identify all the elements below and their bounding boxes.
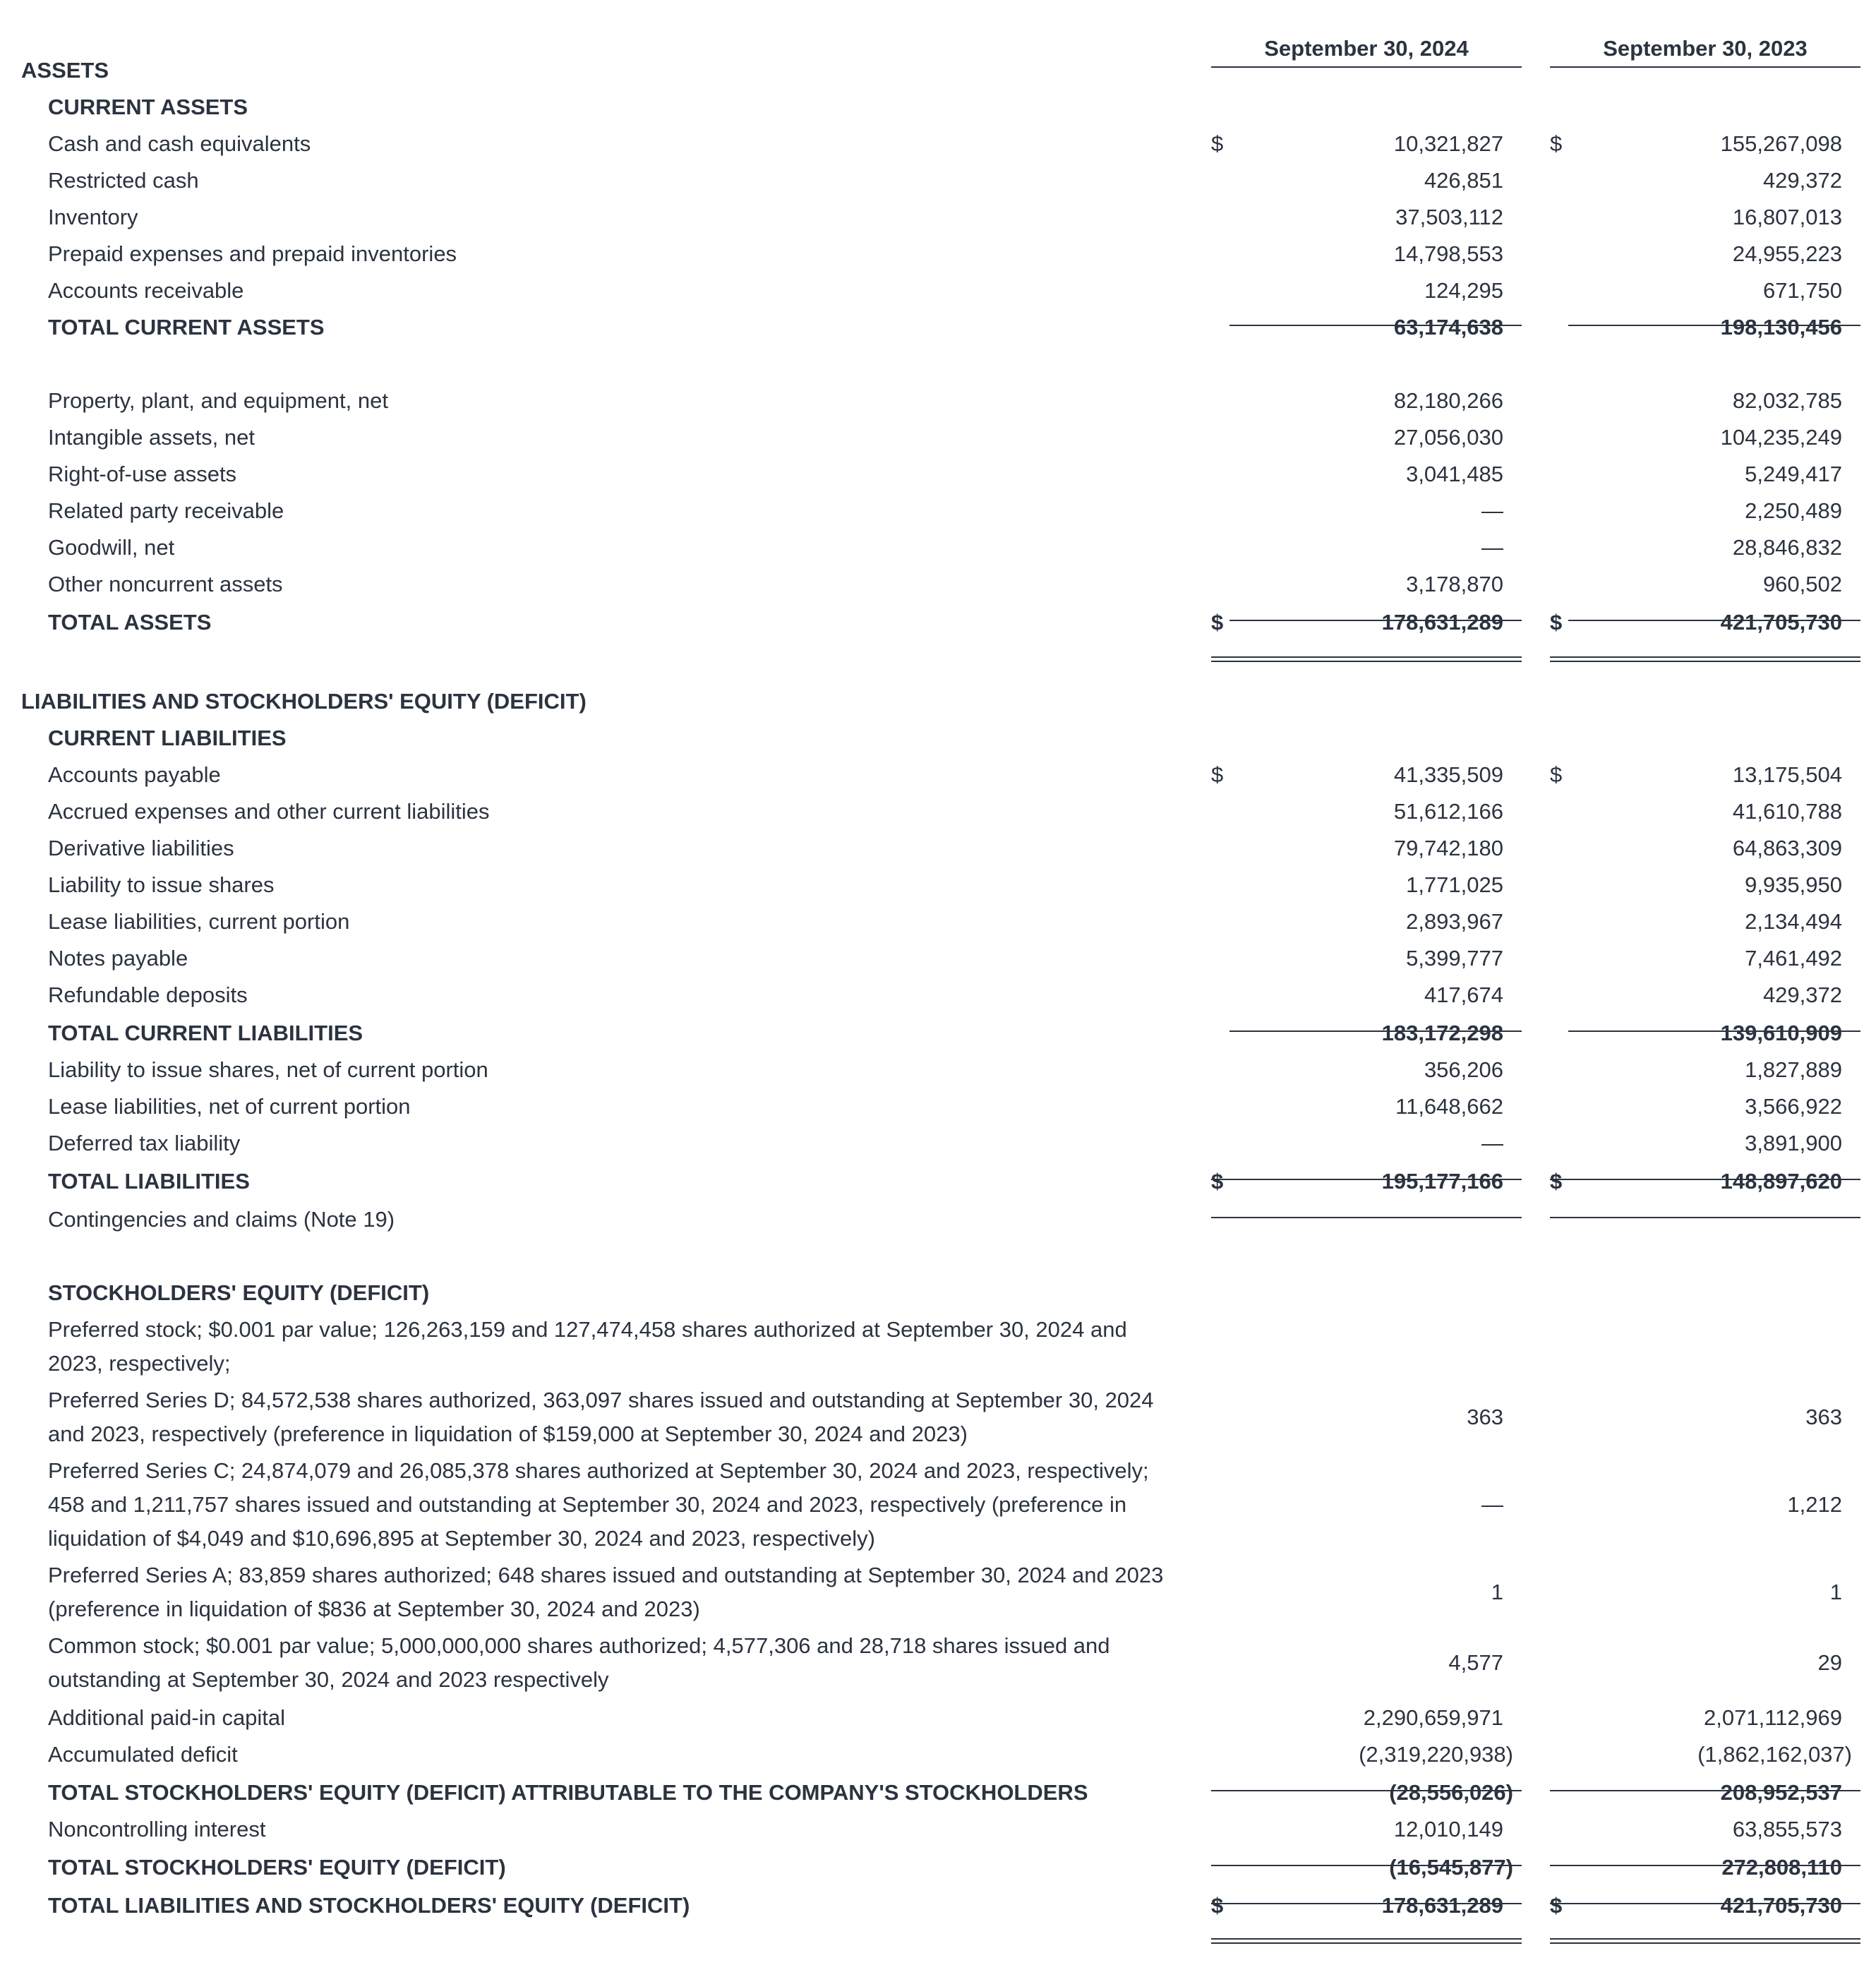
row-label: TOTAL CURRENT ASSETS xyxy=(48,315,325,339)
value-2024: (2,319,220,938) xyxy=(1359,1742,1513,1767)
row-label: TOTAL STOCKHOLDERS' EQUITY (DEFICIT) ATTRIBUTABLE TO THE COMPANY'S STOCKHOLDERS xyxy=(48,1780,1088,1805)
row-label: Accrued expenses and other current liabilities xyxy=(48,799,490,824)
value-2024: 1 xyxy=(1491,1580,1503,1604)
value-2023: 64,863,309 xyxy=(1732,836,1842,860)
row-label: Accounts payable xyxy=(48,762,221,787)
value-2024: — xyxy=(1481,535,1503,560)
value-2024: 82,180,266 xyxy=(1393,388,1503,413)
value-2023: 3,891,900 xyxy=(1745,1131,1842,1155)
row-label: Prepaid expenses and prepaid inventories xyxy=(48,241,457,266)
subtotal-rule xyxy=(1550,1179,1860,1180)
currency-symbol: $ xyxy=(1550,1169,1563,1194)
row-label: Lease liabilities, net of current portion xyxy=(48,1094,411,1119)
row-label: Liability to issue shares xyxy=(48,872,275,897)
row-label: Accounts receivable xyxy=(48,278,244,303)
value-2023: 198,130,456 xyxy=(1720,315,1842,339)
value-2024: 2,290,659,971 xyxy=(1363,1705,1503,1730)
value-2024: 178,631,289 xyxy=(1381,610,1503,635)
value-2023: 960,502 xyxy=(1762,572,1842,596)
subtotal-rule xyxy=(1568,620,1860,621)
value-2023: 13,175,504 xyxy=(1732,762,1842,787)
row-label: Refundable deposits xyxy=(48,982,248,1007)
row-label: Goodwill, net xyxy=(48,535,175,560)
value-2023: 9,935,950 xyxy=(1745,872,1842,897)
currency-symbol: $ xyxy=(1211,610,1224,635)
row-label: TOTAL ASSETS xyxy=(48,610,212,635)
value-2024: 3,041,485 xyxy=(1406,462,1503,486)
row-label: Liability to issue shares, net of current portion xyxy=(48,1057,488,1082)
value-2024: 178,631,289 xyxy=(1381,1893,1503,1918)
row-label: Preferred Series A; 83,859 shares authorized; 648 shares issued and outstanding at September 30, 2024 and 2023 (preference in liquidation of $836 at September 30, 2024 and 2023) xyxy=(48,1563,1164,1621)
subtotal-rule xyxy=(1229,325,1522,326)
row-label: Contingencies and claims (Note 19) xyxy=(48,1207,395,1232)
row-label: Inventory xyxy=(48,205,138,229)
value-2024: — xyxy=(1481,498,1503,523)
value-2023: 1 xyxy=(1829,1580,1842,1604)
currency-symbol: $ xyxy=(1211,1893,1224,1918)
subtotal-rule xyxy=(1568,325,1860,326)
currency-symbol: $ xyxy=(1550,610,1563,635)
value-2023: 429,372 xyxy=(1762,168,1842,193)
subtotal-rule xyxy=(1211,1865,1522,1866)
value-2023: 429,372 xyxy=(1762,982,1842,1007)
value-2024: 183,172,298 xyxy=(1381,1021,1503,1045)
value-2024: 63,174,638 xyxy=(1393,315,1503,339)
value-2024: 37,503,112 xyxy=(1395,205,1503,229)
row-label: Additional paid-in capital xyxy=(48,1705,286,1730)
row-label: Accumulated deficit xyxy=(48,1742,238,1767)
subtotal-rule xyxy=(1211,1790,1522,1791)
value-2023: 29 xyxy=(1817,1650,1842,1675)
value-2023: 421,705,730 xyxy=(1720,610,1842,635)
value-2023: 5,249,417 xyxy=(1745,462,1842,486)
row-label: Derivative liabilities xyxy=(48,836,234,860)
value-2024: 417,674 xyxy=(1424,982,1503,1007)
value-2023: 82,032,785 xyxy=(1732,388,1842,413)
row-label: TOTAL STOCKHOLDERS' EQUITY (DEFICIT) xyxy=(48,1855,506,1880)
subtotal-rule xyxy=(1211,1179,1522,1180)
row-label: LIABILITIES AND STOCKHOLDERS' EQUITY (DEFICIT) xyxy=(21,689,587,714)
column-header-2023: September 30, 2023 xyxy=(1550,31,1860,68)
value-2023: 3,566,922 xyxy=(1745,1094,1842,1119)
value-2023: 2,250,489 xyxy=(1745,498,1842,523)
row-label: Property, plant, and equipment, net xyxy=(48,388,388,413)
value-2023: 155,267,098 xyxy=(1720,131,1842,156)
row-label: Lease liabilities, current portion xyxy=(48,909,350,934)
value-2023: 63,855,573 xyxy=(1732,1817,1842,1841)
value-2023: 363 xyxy=(1805,1405,1842,1429)
currency-symbol: $ xyxy=(1550,762,1563,787)
double-rule xyxy=(1550,656,1860,662)
value-2023: 208,952,537 xyxy=(1720,1780,1842,1805)
value-2023: 2,134,494 xyxy=(1745,909,1842,934)
subtotal-rule xyxy=(1550,1217,1860,1218)
value-2023: 24,955,223 xyxy=(1732,241,1842,266)
row-label: CURRENT LIABILITIES xyxy=(48,726,287,750)
currency-symbol: $ xyxy=(1211,1169,1224,1194)
row-label: CURRENT ASSETS xyxy=(48,95,248,119)
row-label: Related party receivable xyxy=(48,498,284,523)
subtotal-rule xyxy=(1550,1790,1860,1791)
value-2024: (16,545,877) xyxy=(1389,1855,1513,1880)
value-2023: (1,862,162,037) xyxy=(1697,1742,1852,1767)
value-2024: 356,206 xyxy=(1424,1057,1503,1082)
value-2024: 124,295 xyxy=(1424,278,1503,303)
value-2023: 421,705,730 xyxy=(1720,1893,1842,1918)
subtotal-rule xyxy=(1211,1217,1522,1218)
row-label: Cash and cash equivalents xyxy=(48,131,311,156)
value-2024: 2,893,967 xyxy=(1406,909,1503,934)
value-2023: 7,461,492 xyxy=(1745,946,1842,971)
subtotal-rule xyxy=(1550,1903,1860,1904)
row-label: TOTAL LIABILITIES xyxy=(48,1169,250,1194)
row-label: Right-of-use assets xyxy=(48,462,237,486)
value-2024: 14,798,553 xyxy=(1393,241,1503,266)
value-2023: 272,808,110 xyxy=(1721,1855,1842,1880)
value-2024: 11,648,662 xyxy=(1395,1094,1503,1119)
double-rule xyxy=(1211,656,1522,662)
row-label: STOCKHOLDERS' EQUITY (DEFICIT) xyxy=(48,1280,430,1305)
row-label: Deferred tax liability xyxy=(48,1131,241,1155)
subtotal-rule xyxy=(1229,620,1522,621)
subtotal-rule xyxy=(1568,1030,1860,1032)
row-label: Other noncurrent assets xyxy=(48,572,283,596)
row-label: Intangible assets, net xyxy=(48,425,255,450)
value-2023: 671,750 xyxy=(1762,278,1842,303)
double-rule xyxy=(1211,1938,1522,1944)
row-label: ASSETS xyxy=(21,58,109,83)
row-label: Preferred stock; $0.001 par value; 126,263,159 and 127,474,458 shares authorized at September 30, 2024 and 2023, respectively; xyxy=(48,1317,1127,1376)
value-2024: 5,399,777 xyxy=(1406,946,1503,971)
row-label: Restricted cash xyxy=(48,168,199,193)
value-2024: 41,335,509 xyxy=(1393,762,1503,787)
value-2024: 4,577 xyxy=(1448,1650,1503,1675)
value-2023: 28,846,832 xyxy=(1732,535,1842,560)
row-label: TOTAL CURRENT LIABILITIES xyxy=(48,1021,363,1045)
subtotal-rule xyxy=(1550,1865,1860,1866)
value-2023: 1,827,889 xyxy=(1745,1057,1842,1082)
subtotal-rule xyxy=(1211,1903,1522,1904)
column-header-2024: September 30, 2024 xyxy=(1211,31,1522,68)
currency-symbol: $ xyxy=(1211,762,1224,787)
row-label: Common stock; $0.001 par value; 5,000,000,000 shares authorized; 4,577,306 and 28,718 shares issued and outstanding at September 30, 2024 and 2023 respectively xyxy=(48,1633,1110,1692)
value-2024: — xyxy=(1481,1492,1503,1517)
value-2024: 27,056,030 xyxy=(1393,425,1503,450)
row-label: Noncontrolling interest xyxy=(48,1817,266,1841)
currency-symbol: $ xyxy=(1550,131,1563,156)
value-2024: 1,771,025 xyxy=(1406,872,1503,897)
currency-symbol: $ xyxy=(1550,1893,1563,1918)
currency-symbol: $ xyxy=(1211,131,1224,156)
row-label: TOTAL LIABILITIES AND STOCKHOLDERS' EQUITY (DEFICIT) xyxy=(48,1893,690,1918)
value-2023: 1,212 xyxy=(1787,1492,1842,1517)
value-2024: — xyxy=(1481,1131,1503,1155)
subtotal-rule xyxy=(1229,1030,1522,1032)
row-label: Preferred Series C; 24,874,079 and 26,085,378 shares authorized at September 30, 2024 and 2023, respectively; 458 and 1,211,757 shares issued and outstanding at September 30, 2024 and 2023, respectively (preference in liquidation of $4,049 and $10,696,895 at September 30, 2024 and 2023, respectively) xyxy=(48,1458,1149,1551)
value-2024: (28,556,026) xyxy=(1389,1780,1513,1805)
value-2023: 16,807,013 xyxy=(1732,205,1842,229)
value-2023: 148,897,620 xyxy=(1720,1169,1842,1194)
value-2024: 79,742,180 xyxy=(1393,836,1503,860)
value-2024: 10,321,827 xyxy=(1393,131,1503,156)
double-rule xyxy=(1550,1938,1860,1944)
value-2023: 2,071,112,969 xyxy=(1704,1705,1842,1730)
value-2024: 12,010,149 xyxy=(1393,1817,1503,1841)
value-2024: 195,177,166 xyxy=(1381,1169,1503,1194)
value-2024: 51,612,166 xyxy=(1393,799,1503,824)
value-2023: 41,610,788 xyxy=(1732,799,1842,824)
value-2024: 3,178,870 xyxy=(1406,572,1503,596)
value-2023: 104,235,249 xyxy=(1720,425,1842,450)
row-label: Preferred Series D; 84,572,538 shares authorized, 363,097 shares issued and outstanding at September 30, 2024 and 2023, respectively (preference in liquidation of $159,000 at September 30, 2024 and 2023) xyxy=(48,1388,1154,1446)
row-label: Notes payable xyxy=(48,946,188,971)
value-2024: 363 xyxy=(1467,1405,1503,1429)
value-2023: 139,610,909 xyxy=(1720,1021,1842,1045)
value-2024: 426,851 xyxy=(1424,168,1503,193)
